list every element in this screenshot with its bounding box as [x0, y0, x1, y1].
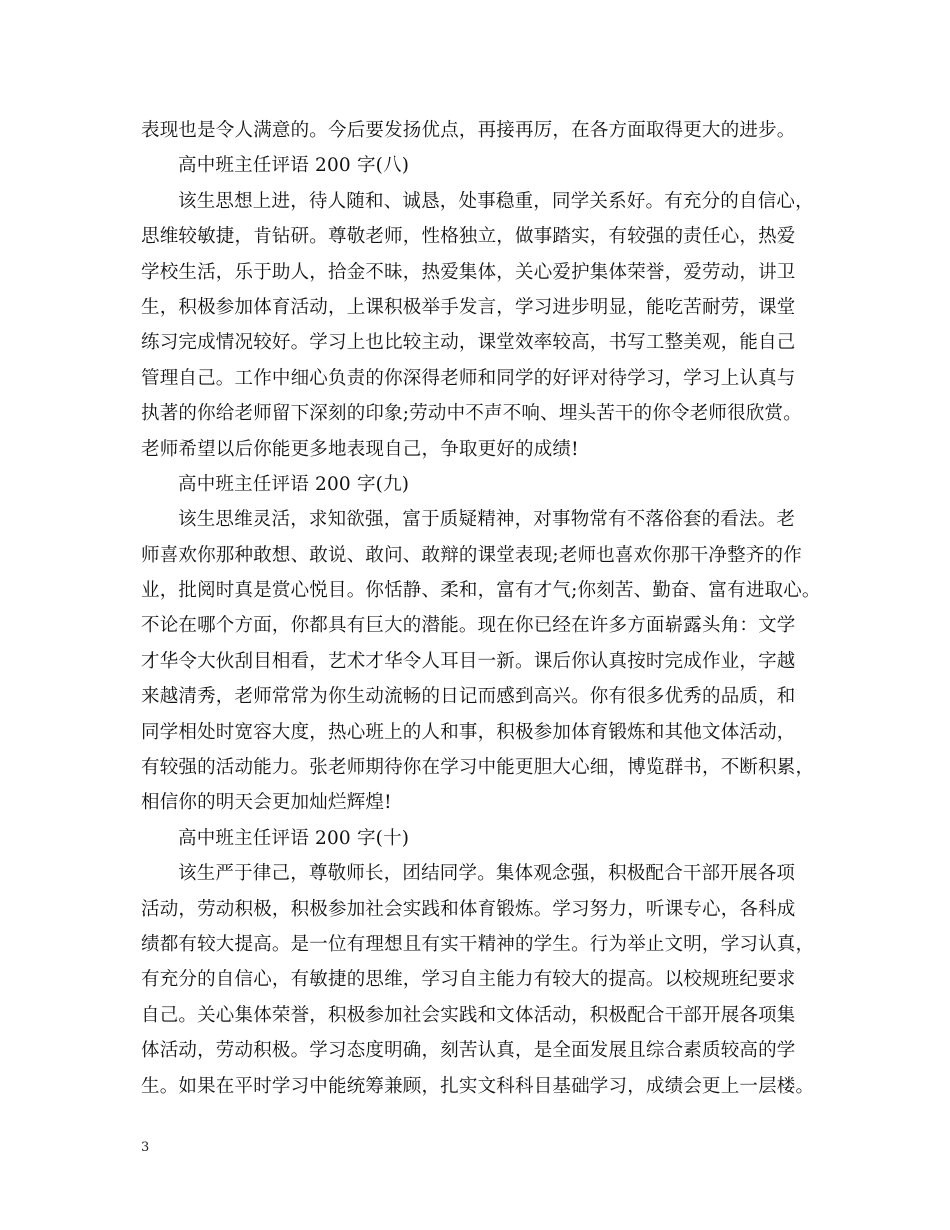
body-line: 管理自己。工作中细心负责的你深得老师和同学的好评对待学习，学习上认真与	[141, 367, 796, 389]
body-line: 不论在哪个方面，你都具有巨大的潜能。现在你已经在许多方面崭露头角：文学	[141, 615, 796, 637]
body-line: 生，积极参加体育活动，上课积极举手发言，学习进步明显，能吃苦耐劳，课堂	[141, 296, 796, 318]
body-line: 执著的你给老师留下深刻的印象;劳动中不声不响、埋头苦干的你令老师很欣赏。	[141, 403, 802, 425]
body-line: 相信你的明天会更加灿烂辉煌!	[141, 792, 392, 814]
section-heading-10: 高中班主任评语 200 字(十)	[178, 827, 410, 849]
body-line: 绩都有较大提高。是一位有理想且有实干精神的学生。行为举止文明，学习认真，	[141, 933, 815, 955]
paragraph-line: 该生严于律己，尊敬师长，团结同学。集体观念强，积极配合干部开展各项	[178, 863, 796, 885]
body-line: 老师希望以后你能更多地表现自己，争取更好的成绩!	[141, 438, 579, 460]
body-line: 有充分的自信心，有敏捷的思维，学习自主能力有较大的提高。以校规班纪要求	[141, 969, 796, 991]
paragraph-line: 该生思维灵活，求知欲强，富于质疑精神，对事物常有不落俗套的看法。老	[178, 509, 796, 531]
body-line: 师喜欢你那种敢想、敢说、敢问、敢辩的课堂表现;老师也喜欢你那干净整齐的作	[141, 544, 802, 566]
body-line: 自己。关心集体荣誉，积极参加社会实践和文体活动，积极配合干部开展各项集	[141, 1004, 796, 1026]
body-line: 表现也是令人满意的。今后要发扬优点，再接再厉，在各方面取得更大的进步。	[141, 120, 796, 141]
body-line: 来越清秀，老师常常为你生动流畅的日记而感到高兴。你有很多优秀的品质，和	[141, 686, 796, 708]
body-line: 业，批阅时真是赏心悦目。你恬静、柔和，富有才气;你刻苦、勤奋、富有进取心。	[141, 580, 821, 602]
body-line: 练习完成情况较好。学习上也比较主动，课堂效率较高，书写工整美观，能自己	[141, 332, 796, 354]
section-heading-8: 高中班主任评语 200 字(八)	[178, 155, 410, 177]
body-line: 才华令大伙刮目相看，艺术才华令人耳目一新。课后你认真按时完成作业，字越	[141, 650, 796, 672]
section-heading-9: 高中班主任评语 200 字(九)	[178, 473, 410, 495]
body-line: 学校生活，乐于助人，拾金不昧，热爱集体，关心爱护集体荣誉，爱劳动，讲卫	[141, 261, 796, 283]
body-line: 同学相处时宽容大度，热心班上的人和事，积极参加体育锻炼和其他文体活动，	[141, 721, 796, 743]
body-line: 活动，劳动积极，积极参加社会实践和体育锻炼。学习努力，听课专心，各科成	[141, 898, 796, 920]
paragraph-line: 该生思想上进，待人随和、诚恳，处事稳重，同学关系好。有充分的自信心，	[178, 190, 814, 212]
page-number: 3	[141, 1140, 150, 1155]
body-line: 体活动，劳动积极。学习态度明确，刻苦认真，是全面发展且综合素质较高的学	[141, 1040, 796, 1062]
body-line: 生。如果在平时学习中能统筹兼顾，扎实文科科目基础学习，成绩会更上一层楼。	[141, 1075, 815, 1097]
document-body	[141, 113, 831, 1104]
body-line: 有较强的活动能力。张老师期待你在学习中能更胆大心细，博览群书，不断积累，	[141, 757, 815, 779]
body-line: 思维较敏捷，肯钻研。尊敬老师，性格独立，做事踏实，有较强的责任心，热爱	[141, 226, 796, 248]
